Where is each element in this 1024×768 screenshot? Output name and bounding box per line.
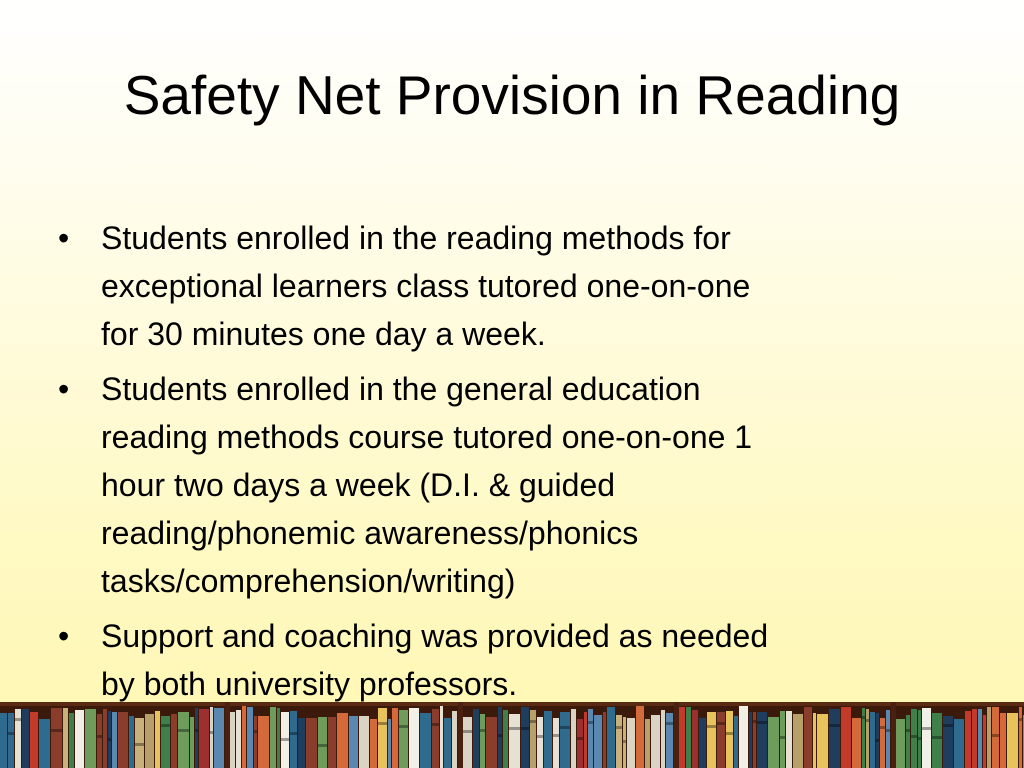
- bullet-glyph: •: [58, 220, 70, 256]
- book-spine: [584, 712, 587, 768]
- book-band: [254, 730, 257, 733]
- book-spine: [230, 712, 235, 768]
- book-band: [51, 729, 62, 732]
- book-spine: [786, 711, 792, 768]
- book-spine: [298, 718, 305, 768]
- bullet-2-line-5: tasks/comprehension/writing): [101, 563, 516, 599]
- book-band: [15, 718, 21, 721]
- book-spine: [129, 716, 134, 768]
- book-spine: [277, 708, 280, 768]
- book-spine: [503, 710, 508, 768]
- book-spine: [452, 711, 457, 768]
- book-spine: [39, 719, 50, 768]
- book-spine: [254, 716, 257, 768]
- book-spine: [699, 718, 706, 768]
- book-spine: [318, 717, 327, 768]
- book-band: [509, 727, 520, 730]
- bullet-3-line-1: Support and coaching was provided as needed: [101, 618, 769, 654]
- book-spine: [530, 710, 536, 768]
- book-spine: [236, 710, 241, 768]
- bullet-1-line-3: for 30 minutes one day a week.: [101, 316, 546, 352]
- book-band: [616, 726, 622, 729]
- book-spine: [983, 715, 986, 768]
- book-spine: [69, 713, 74, 768]
- shelf-divider: [674, 702, 679, 768]
- book-spine: [328, 717, 336, 768]
- book-spine: [0, 713, 7, 768]
- book-spine: [97, 714, 102, 768]
- book-spine: [15, 709, 21, 768]
- book-spine: [258, 716, 269, 768]
- bullet-1-line-1: Students enrolled in the reading methods for: [101, 220, 731, 256]
- book-spine: [911, 709, 917, 768]
- book-spine: [463, 717, 472, 768]
- shelf-divider: [225, 702, 230, 768]
- book-spine: [607, 707, 615, 768]
- bullet-2-line-2: reading methods course tutored one-on-one 1: [101, 419, 753, 455]
- book-spine: [813, 713, 816, 768]
- book-band: [210, 731, 213, 734]
- book-spine: [922, 708, 931, 768]
- book-spine: [388, 719, 391, 768]
- book-band: [666, 722, 673, 725]
- book-spine: [852, 718, 861, 768]
- book-spine: [290, 711, 297, 768]
- book-band: [378, 722, 387, 725]
- book-spine: [85, 709, 96, 768]
- shelf-divider: [458, 702, 463, 768]
- book-spine: [768, 717, 779, 768]
- book-spine: [51, 708, 62, 768]
- book-spine: [616, 715, 622, 768]
- book-spine: [178, 712, 189, 768]
- book-band: [553, 734, 559, 737]
- book-spine: [409, 708, 419, 768]
- book-band: [521, 727, 529, 730]
- book-band: [530, 720, 536, 723]
- book-spine: [370, 719, 377, 768]
- book-spine: [603, 712, 606, 768]
- book-spine: [199, 709, 209, 768]
- book-spine: [1007, 713, 1018, 768]
- book-band: [886, 729, 890, 732]
- book-spine: [866, 709, 869, 768]
- bullet-2-line-1: Students enrolled in the general education: [101, 371, 701, 407]
- book-spine: [717, 712, 725, 768]
- book-band: [862, 716, 865, 719]
- book-spine: [666, 713, 673, 768]
- book-band: [498, 734, 502, 737]
- book-spine: [886, 710, 890, 768]
- book-band: [780, 736, 785, 739]
- book-spine: [588, 709, 593, 768]
- book-band: [866, 719, 869, 722]
- book-spine: [686, 707, 691, 768]
- book-spine: [726, 711, 733, 768]
- book-band: [717, 722, 725, 725]
- book-spine: [880, 718, 885, 768]
- book-spine: [521, 707, 529, 768]
- book-spine: [473, 709, 479, 768]
- book-band: [281, 738, 289, 741]
- book-spine: [22, 709, 29, 768]
- book-band: [195, 729, 198, 732]
- book-spine: [440, 706, 443, 768]
- book-spine: [661, 710, 665, 768]
- book-spine: [978, 709, 982, 768]
- book-band: [906, 729, 910, 732]
- book-spine: [987, 707, 991, 768]
- book-band: [560, 726, 570, 729]
- book-spine: [972, 709, 977, 768]
- book-band: [943, 724, 953, 727]
- book-spine: [509, 714, 520, 768]
- book-band: [108, 738, 111, 741]
- book-spine: [692, 710, 698, 768]
- shelf-divider: [891, 702, 896, 768]
- book-spine: [8, 713, 14, 768]
- book-spine: [359, 716, 369, 768]
- book-spine: [932, 713, 942, 768]
- book-spine: [780, 711, 785, 768]
- book-spine: [537, 717, 543, 768]
- book-spine: [103, 709, 107, 768]
- book-spine: [804, 707, 812, 768]
- book-band: [161, 724, 170, 727]
- book-spine: [210, 707, 213, 768]
- book-spine: [679, 707, 685, 768]
- bullet-2-line-3: hour two days a week (D.I. & guided: [101, 467, 616, 503]
- book-band: [1019, 718, 1022, 721]
- book-spine: [112, 712, 117, 768]
- book-spine: [75, 710, 84, 768]
- book-spine: [906, 715, 910, 768]
- bullet-3-line-2: by both university professors.: [101, 666, 518, 702]
- book-spine: [420, 713, 431, 768]
- book-band: [135, 743, 144, 746]
- bullet-item-2: [58, 365, 958, 605]
- book-spine: [145, 714, 154, 768]
- book-band: [876, 739, 879, 742]
- book-spine: [651, 715, 660, 768]
- book-band: [577, 737, 583, 740]
- book-spine: [594, 715, 602, 768]
- book-band: [911, 735, 917, 738]
- book-spine: [378, 708, 387, 768]
- bullet-list: [58, 214, 958, 715]
- bullet-2-line-4: reading/phonemic awareness/phonics: [101, 515, 639, 551]
- book-spine: [749, 712, 752, 768]
- book-spine: [829, 709, 840, 768]
- book-spine: [739, 706, 748, 768]
- bullet-1-line-2: exceptional learners class tutored one-on-one: [101, 268, 751, 304]
- bullet-item-1: [58, 214, 958, 358]
- book-spine: [432, 709, 439, 768]
- book-band: [97, 735, 102, 738]
- bookshelf-svg: [0, 702, 1024, 768]
- book-spine: [627, 718, 635, 768]
- book-spine: [734, 716, 738, 768]
- book-band: [537, 735, 543, 738]
- book-band: [922, 727, 931, 730]
- book-band: [757, 721, 767, 724]
- book-spine: [1000, 713, 1006, 768]
- book-band: [932, 736, 942, 739]
- book-spine: [161, 716, 170, 768]
- book-spine: [841, 707, 851, 768]
- book-band: [707, 725, 716, 728]
- book-spine: [636, 706, 644, 768]
- shelf-edge: [0, 702, 1024, 706]
- book-spine: [954, 719, 964, 768]
- book-band: [480, 729, 485, 732]
- book-spine: [757, 712, 767, 768]
- book-spine: [498, 707, 502, 768]
- book-spine: [1019, 707, 1022, 768]
- book-spine: [896, 719, 905, 768]
- book-band: [290, 732, 297, 735]
- slide-title: Safety Net Provision in Reading: [123, 64, 901, 126]
- book-spine: [392, 708, 398, 768]
- book-spine: [195, 708, 198, 768]
- book-band: [753, 720, 756, 723]
- book-band: [726, 732, 733, 735]
- book-spine: [444, 718, 451, 768]
- book-spine: [190, 717, 194, 768]
- book-band: [463, 730, 472, 733]
- book-spine: [171, 714, 177, 768]
- book-band: [992, 734, 999, 737]
- book-band: [623, 740, 626, 743]
- book-spine: [870, 712, 875, 768]
- bullet-glyph: •: [58, 618, 70, 654]
- book-spine: [214, 708, 224, 768]
- book-spine: [242, 706, 246, 768]
- book-band: [178, 729, 189, 732]
- bullet-glyph: •: [58, 371, 70, 407]
- book-spine: [553, 718, 559, 768]
- book-spine: [480, 714, 485, 768]
- book-spine: [560, 712, 570, 768]
- book-spine: [571, 709, 576, 768]
- book-band: [318, 744, 327, 747]
- book-spine: [645, 719, 650, 768]
- book-spine: [270, 707, 276, 768]
- book-band: [829, 724, 840, 727]
- book-band: [588, 721, 593, 724]
- book-band: [8, 732, 14, 735]
- book-band: [918, 737, 921, 740]
- book-spine: [63, 708, 68, 768]
- book-spine: [577, 719, 583, 768]
- book-spine: [992, 707, 999, 768]
- book-spine: [817, 714, 828, 768]
- book-band: [880, 726, 885, 729]
- book-spine: [707, 712, 716, 768]
- book-spine: [118, 712, 128, 768]
- book-spine: [943, 716, 953, 768]
- book-spine: [544, 711, 552, 768]
- book-spine: [793, 714, 803, 768]
- book-spine: [399, 710, 408, 768]
- book-spine: [337, 713, 348, 768]
- book-spine: [306, 718, 317, 768]
- book-spine: [30, 712, 38, 768]
- book-spine: [349, 716, 358, 768]
- book-spine: [486, 717, 497, 768]
- book-spine: [155, 711, 160, 768]
- book-band: [432, 723, 439, 726]
- book-spine: [247, 707, 253, 768]
- bookshelf-image: [0, 702, 1024, 768]
- bullet-item-3: [58, 612, 958, 708]
- book-spine: [965, 711, 971, 768]
- book-band: [399, 725, 408, 728]
